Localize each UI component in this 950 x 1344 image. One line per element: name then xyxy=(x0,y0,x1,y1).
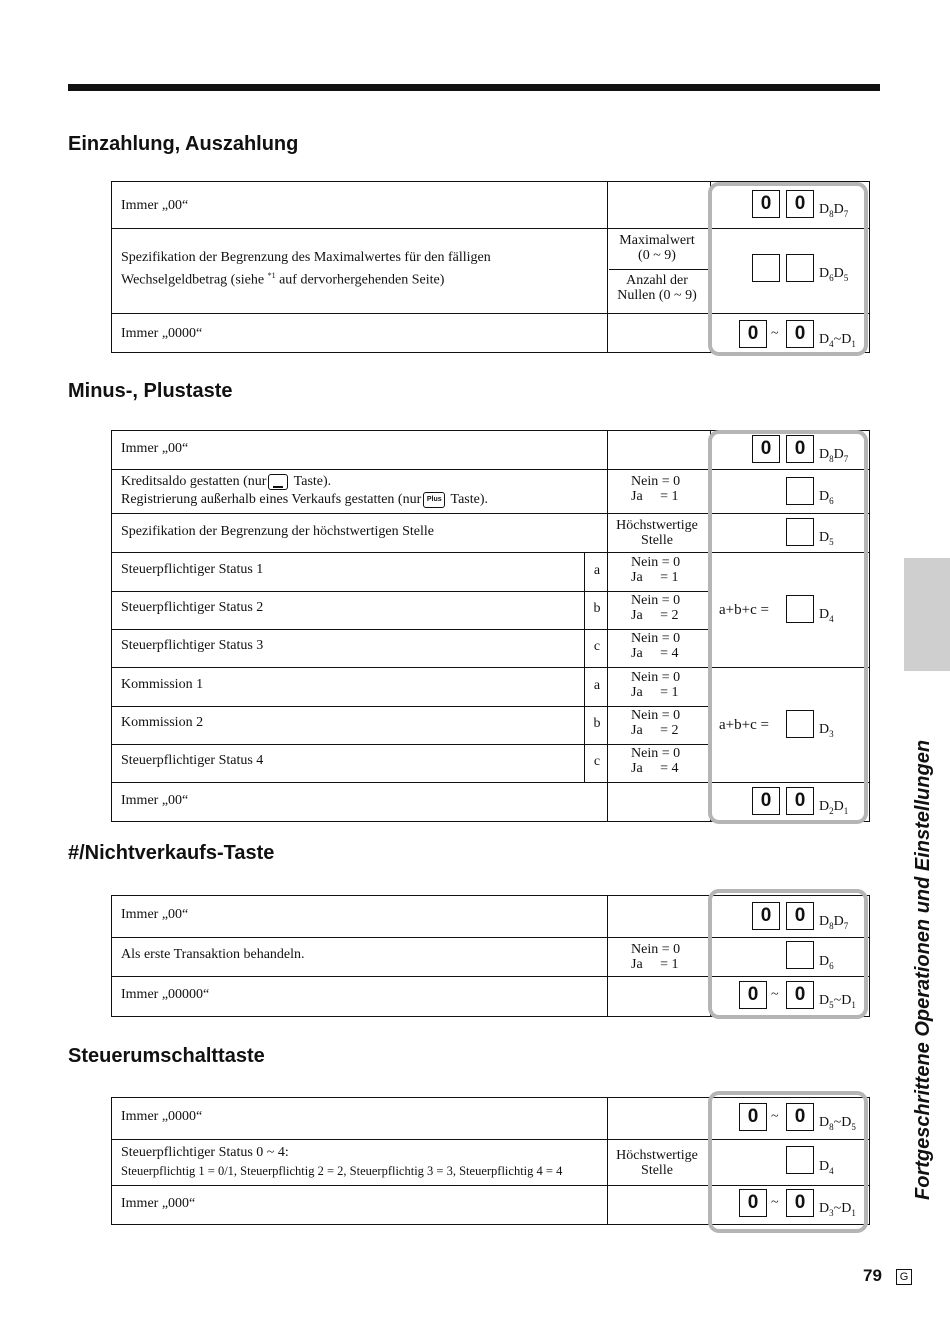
table-row xyxy=(112,1185,869,1224)
digit-box: 0 xyxy=(739,981,767,1009)
table-row-group xyxy=(112,667,869,782)
row-description: Kommission 1 xyxy=(121,677,204,692)
row-letter: b xyxy=(593,601,601,616)
option-values: Nein = 0 Ja = 1 xyxy=(631,474,681,504)
top-rule xyxy=(68,84,880,91)
row-description: Kreditsaldo gestatten (nur Taste). Registrierung außerhalb eines Verkaufs gestatten (nur Plus Taste). xyxy=(121,474,489,507)
digit-position-label: $D_2D_1$ xyxy=(819,799,849,816)
digit-box xyxy=(786,254,814,282)
range-tilde: ~ xyxy=(771,987,779,1002)
table-row xyxy=(112,228,869,313)
digit-box xyxy=(786,477,814,505)
row-letter: b xyxy=(593,716,601,731)
digit-box: 0 xyxy=(786,1103,814,1131)
row-letter: c xyxy=(593,639,601,654)
table-row xyxy=(112,431,869,469)
digit-position-label: $D_3\sim D_1$ xyxy=(819,1201,856,1218)
digit-box: 0 xyxy=(786,902,814,930)
digit-box: 0 xyxy=(786,435,814,463)
chapter-tab xyxy=(904,558,950,671)
digit-box: 0 xyxy=(739,1189,767,1217)
row-description: Immer „000“ xyxy=(121,1196,196,1211)
option-values: Nein = 0 Ja = 2 xyxy=(631,593,681,623)
digit-position-label: $D_4$ xyxy=(819,607,834,624)
digit-position-label: $D_6D_5$ xyxy=(819,266,849,283)
digit-box: 0 xyxy=(739,1103,767,1131)
table-einzahlung xyxy=(111,181,870,353)
digit-box xyxy=(752,254,780,282)
range-tilde: ~ xyxy=(771,1109,779,1124)
row-description: Immer „00“ xyxy=(121,198,189,213)
table-minus-plus xyxy=(111,430,870,822)
table-row xyxy=(112,313,869,352)
option-values: Nein = 0 Ja = 2 xyxy=(631,708,681,738)
digit-box: 0 xyxy=(786,320,814,348)
page-number: 79 xyxy=(863,1266,882,1285)
digit-position-label: $D_4\sim D_1$ xyxy=(819,332,856,349)
row-description: Steuerpflichtiger Status 3 xyxy=(121,638,264,653)
row-description: Immer „0000“ xyxy=(121,1109,203,1124)
digit-position-label: $D_6$ xyxy=(819,954,834,971)
row-description: Spezifikation der Begrenzung des Maximalwertes für den fälligen Wechselgeldbetrag (siehe $^{*1}$ auf dervorhergehenden Seite) xyxy=(121,250,491,288)
table-row xyxy=(112,1139,869,1185)
side-chapter-title: Fortgeschrittene Operationen und Einstellungen xyxy=(912,739,934,1200)
range-tilde: ~ xyxy=(771,1195,779,1210)
digit-position-label: $D_5$ xyxy=(819,530,834,547)
digit-position-label: $D_4$ xyxy=(819,1159,834,1176)
option-values: Nein = 0 Ja = 4 xyxy=(631,746,681,776)
row-letter: a xyxy=(593,678,601,693)
section-title-nichtverkauf: #/Nichtverkaufs-Taste xyxy=(68,842,275,864)
digit-position-label: $D_8D_7$ xyxy=(819,202,849,219)
row-description: Immer „00“ xyxy=(121,793,189,808)
digit-box: 0 xyxy=(752,902,780,930)
digit-position-label: $D_8\sim D_5$ xyxy=(819,1115,856,1132)
row-description: Immer „0000“ xyxy=(121,326,203,341)
row-letter: c xyxy=(593,754,601,769)
digit-position-label: $D_8D_7$ xyxy=(819,914,849,931)
section-title-steuerumschalt: Steuerumschalttaste xyxy=(68,1045,265,1067)
digit-box xyxy=(786,518,814,546)
sum-formula: a+b+c = xyxy=(719,602,769,618)
table-nichtverkauf xyxy=(111,895,870,1017)
row-description: Kommission 2 xyxy=(121,715,204,730)
digit-box xyxy=(786,1146,814,1174)
digit-box: 0 xyxy=(739,320,767,348)
digit-box xyxy=(786,595,814,623)
digit-box xyxy=(786,941,814,969)
table-row-group xyxy=(112,552,869,667)
range-tilde: ~ xyxy=(771,326,779,341)
digit-box: 0 xyxy=(752,190,780,218)
table-row xyxy=(112,937,869,976)
option-anzahl-nullen: Anzahl der Nullen (0 ~ 9) xyxy=(617,273,697,303)
minus-key-icon xyxy=(268,474,288,490)
row-description: Immer „00“ xyxy=(121,441,189,456)
row-description: Spezifikation der Begrenzung der höchstwertigen Stelle xyxy=(121,524,434,539)
digit-position-label: $D_6$ xyxy=(819,489,834,506)
row-description: Steuerpflichtiger Status 4 xyxy=(121,753,264,768)
sum-formula: a+b+c = xyxy=(719,717,769,733)
option-values: Nein = 0 Ja = 1 xyxy=(631,942,681,972)
digit-box: 0 xyxy=(752,435,780,463)
option-values: Höchstwertige Stelle xyxy=(616,1148,698,1178)
section-title-einzahlung: Einzahlung, Auszahlung xyxy=(68,133,299,155)
language-tag: G xyxy=(896,1269,912,1285)
table-row xyxy=(112,182,869,228)
row-description: Steuerpflichtiger Status 2 xyxy=(121,600,264,615)
table-row xyxy=(112,896,869,937)
row-description: Immer „00000“ xyxy=(121,987,210,1002)
table-row xyxy=(112,976,869,1016)
row-letter: a xyxy=(593,563,601,578)
digit-box: 0 xyxy=(786,981,814,1009)
table-row xyxy=(112,782,869,821)
digit-box xyxy=(786,710,814,738)
option-values: Nein = 0 Ja = 4 xyxy=(631,631,681,661)
digit-box: 0 xyxy=(786,787,814,815)
table-row xyxy=(112,513,869,552)
row-description: Steuerpflichtiger Status 0 ~ 4: Steuerpflichtig 1 = 0/1, Steuerpflichtig 2 = 2, Steuerpflichtig 3 = 3, Steuerpflichtig 4 = 4 xyxy=(121,1145,563,1178)
table-row xyxy=(112,469,869,513)
digit-position-label: $D_3$ xyxy=(819,722,834,739)
row-description: Steuerpflichtiger Status 1 xyxy=(121,562,264,577)
section-title-minus-plus: Minus-, Plustaste xyxy=(68,380,233,402)
digit-box: 0 xyxy=(786,190,814,218)
option-maximalwert: Maximalwert (0 ~ 9) xyxy=(619,233,695,263)
plus-key-icon: Plus xyxy=(423,492,445,508)
option-values: Nein = 0 Ja = 1 xyxy=(631,670,681,700)
row-description: Als erste Transaktion behandeln. xyxy=(121,947,305,962)
row-description: Immer „00“ xyxy=(121,907,189,922)
digit-box: 0 xyxy=(752,787,780,815)
digit-position-label: $D_8D_7$ xyxy=(819,447,849,464)
digit-box: 0 xyxy=(786,1189,814,1217)
digit-position-label: $D_5\sim D_1$ xyxy=(819,993,856,1010)
table-row xyxy=(112,1098,869,1139)
option-values: Höchstwertige Stelle xyxy=(616,518,698,548)
table-steuerumschalt xyxy=(111,1097,870,1225)
option-values: Nein = 0 Ja = 1 xyxy=(631,555,681,585)
